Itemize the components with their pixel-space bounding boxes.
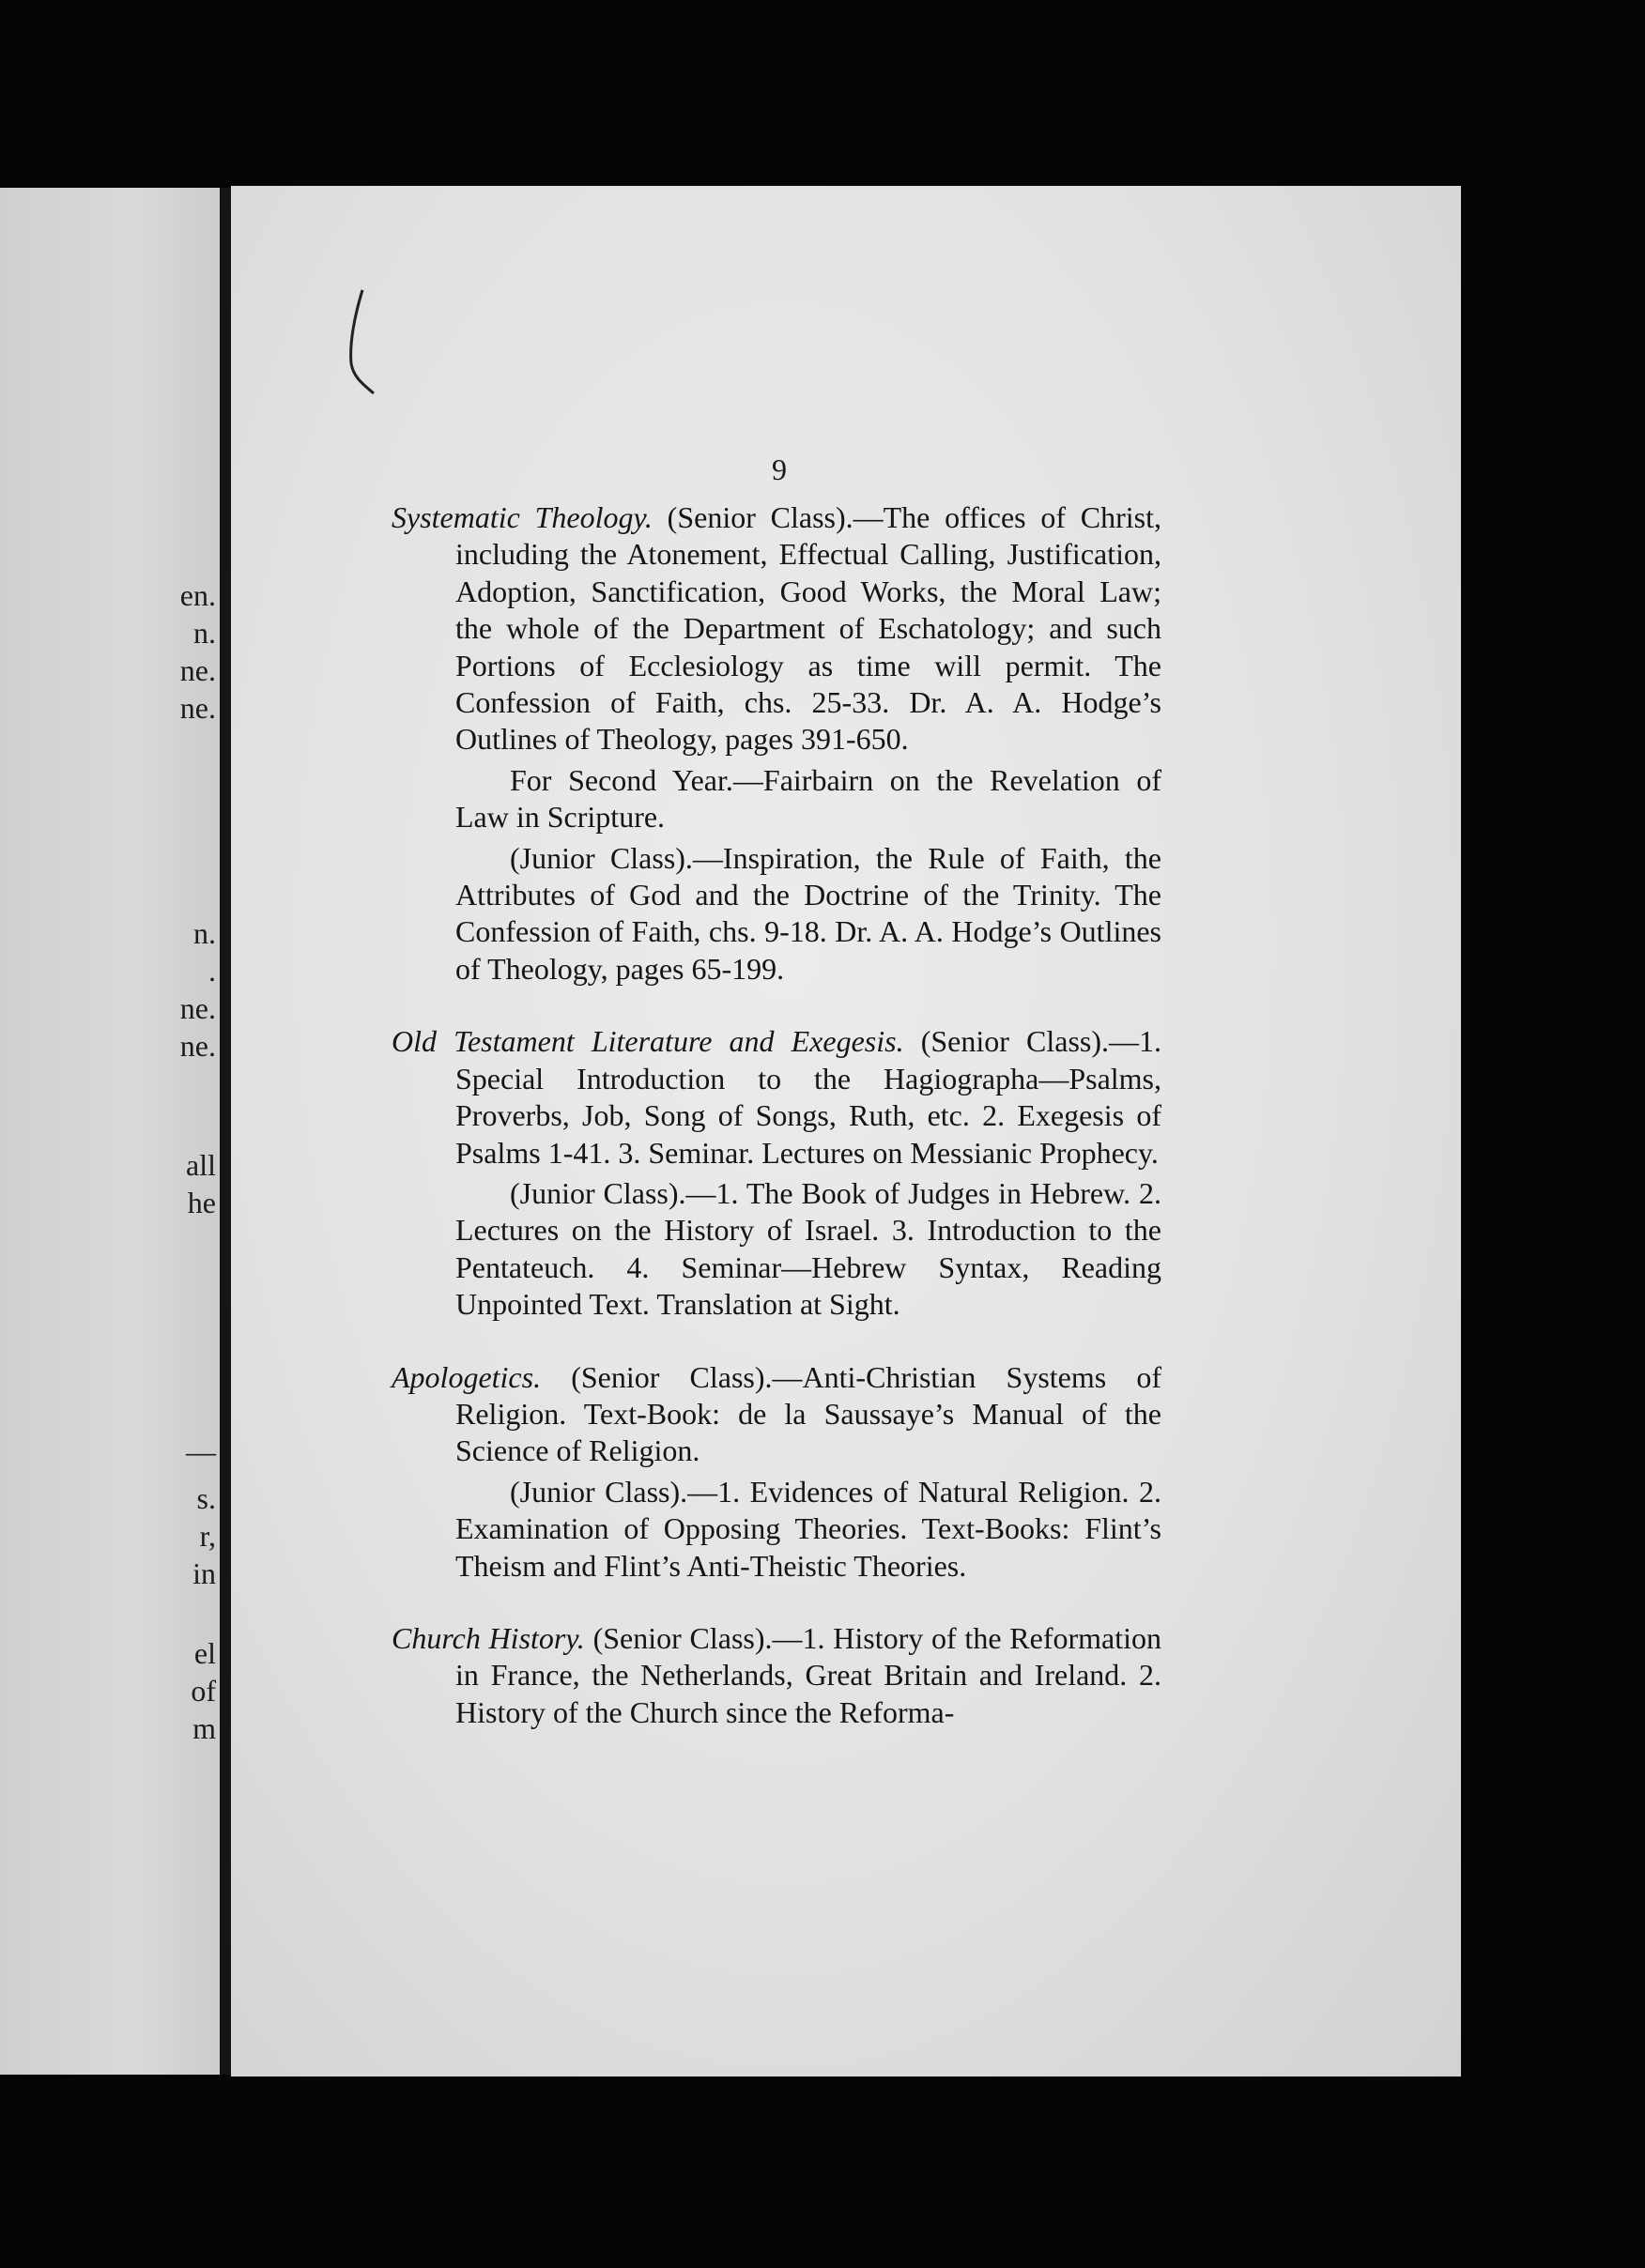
left-page-fragment: m — [192, 1711, 216, 1745]
section-entry — [392, 1620, 1161, 1731]
section-intro: (Senior Class).—The offices of Christ, including the Atonement, Effectual Calling, Justification, Adoption, Sanctification, Good Works, the Moral Law; the whole of the Department of Eschatology; and such Portions of Ecclesiology as time will permit. The Confession of Faith, chs. 25-33. Dr. A. A. Hodge’s Outlines of Theology, pages 391-650. — [455, 500, 1161, 757]
left-page-fragment: ne. — [179, 991, 216, 1025]
section-heading: Church History. — [392, 1620, 585, 1655]
section-paragraph: (Junior Class).—1. The Book of Judges in Hebrew. 2. Lectures on the History of Israel. 3. Introduction to the Pentateuch. 4. Seminar—Hebrew Syntax, Reading Unpointed Text. Translation at Sight. — [455, 1175, 1161, 1322]
section-entry — [392, 1023, 1161, 1172]
section-heading: Old Testament Literature and Exegesis. — [392, 1024, 904, 1059]
left-page-fragment: n. — [193, 616, 216, 650]
left-page-fragment: ne. — [179, 691, 216, 725]
left-page-fragment: n. — [193, 916, 216, 950]
left-page-fragment: he — [187, 1186, 216, 1219]
section-intro: (Senior Class).—1. History of the Reformation in France, the Netherlands, Great Britain and Ireland. 2. History of the Church since the Reforma- — [455, 1620, 1162, 1729]
section-heading: Systematic Theology. — [392, 500, 653, 534]
section-entry — [392, 1359, 1161, 1470]
left-page-fragment: . — [208, 954, 216, 988]
left-page-fragment: ne. — [179, 653, 216, 687]
section-heading: Apologetics. — [392, 1359, 542, 1394]
left-page-fragment: r, — [199, 1519, 216, 1553]
bracket-pencil-mark — [342, 286, 379, 399]
section-church-history — [392, 1620, 1161, 1731]
left-page-fragment: el — [193, 1636, 216, 1670]
left-page-fragment: all — [186, 1148, 216, 1182]
section-entry — [392, 499, 1161, 759]
section-intro: (Senior Class).—Anti-Christian Systems of Religion. Text-Book: de la Saussaye’s Manual of the Science of Religion. — [455, 1359, 1161, 1468]
section-old-testament — [392, 1023, 1161, 1323]
course-listing — [392, 499, 1161, 1731]
section-paragraph: For Second Year.—Fairbairn on the Revelation of Law in Scripture. — [455, 762, 1161, 835]
section-paragraph: (Junior Class).—1. Evidences of Natural Religion. 2. Examination of Opposing Theories. Text-Books: Flint’s Theism and Flint’s Anti-Theistic Theories. — [455, 1474, 1161, 1583]
left-page-fragment: of — [191, 1674, 216, 1708]
left-page-fragment: ne. — [179, 1029, 216, 1063]
section-paragraph: (Junior Class).—Inspiration, the Rule of Faith, the Attributes of God and the Doctrine of the Trinity. The Confession of Faith, chs. 9-18. Dr. A. A. Hodge’s Outlines of Theology, pages 65-199. — [455, 840, 1161, 986]
left-page — [0, 188, 223, 2075]
left-page-fragment: in — [192, 1556, 216, 1590]
page-number: 9 — [772, 452, 787, 486]
left-page-fragment: — — [186, 1434, 216, 1468]
section-systematic-theology — [392, 499, 1161, 988]
left-page-fragment: s. — [196, 1481, 216, 1515]
left-page-fragment: en. — [179, 578, 216, 612]
section-intro: (Senior Class).—1. Special Introduction to the Hagiographa—Psalms, Proverbs, Job, Song of Songs, Ruth, etc. 2. Exegesis of Psalms 1-41. 3. Seminar. Lectures on Messianic Prophecy. — [455, 1024, 1162, 1170]
section-apologetics — [392, 1359, 1161, 1585]
